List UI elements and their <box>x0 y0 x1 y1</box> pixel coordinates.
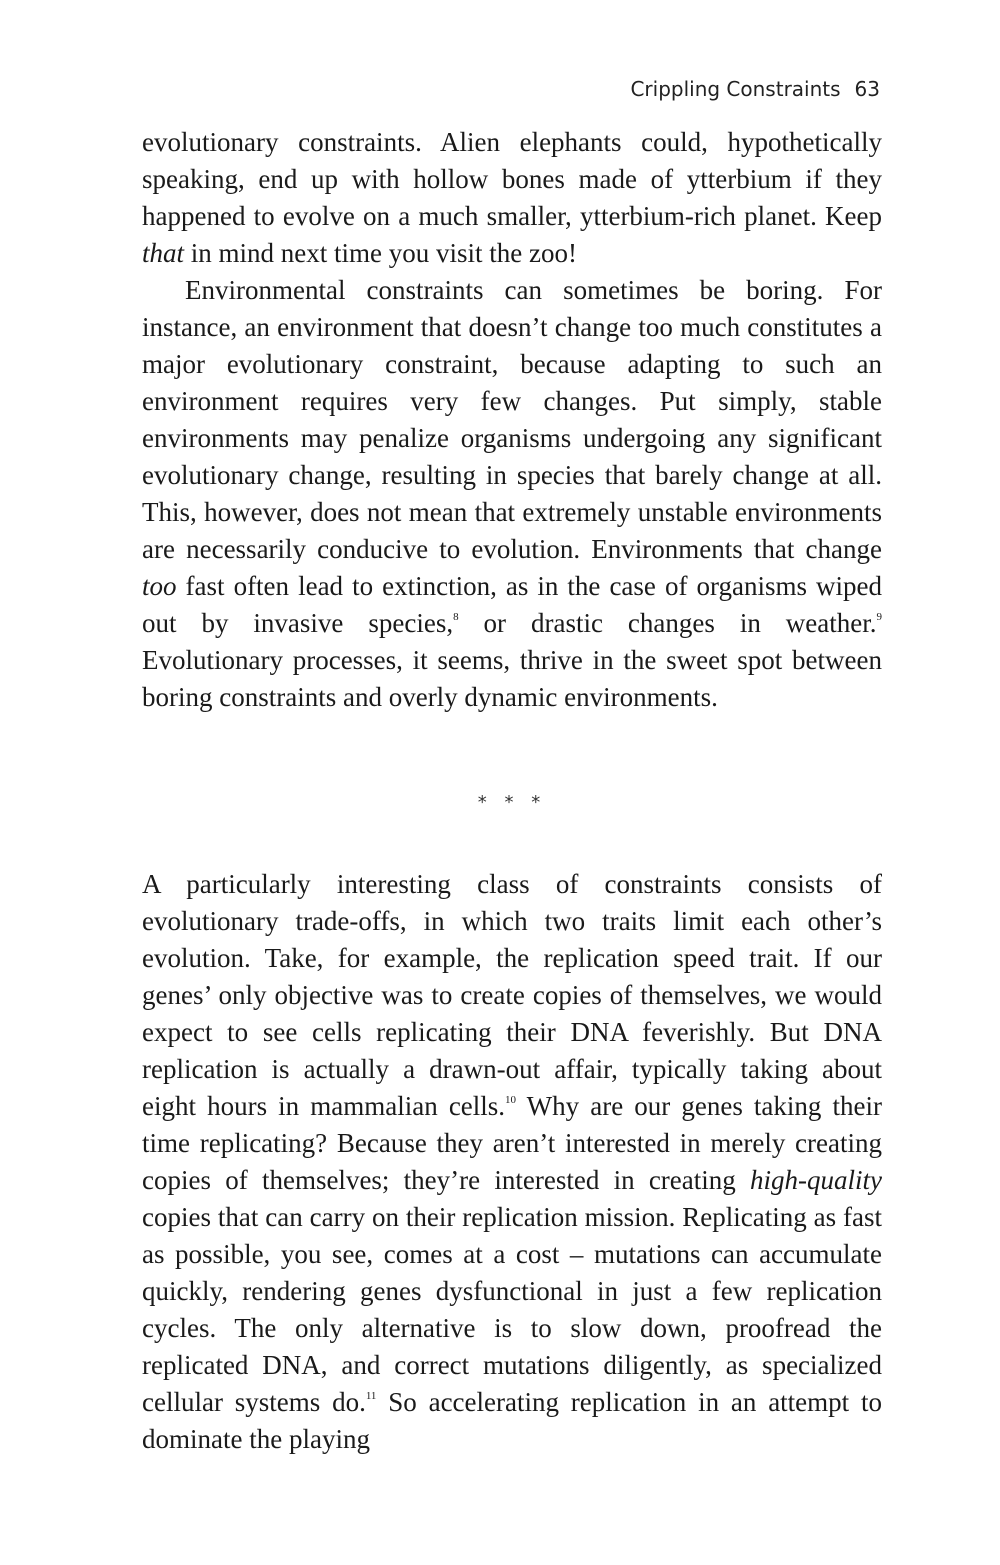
page-number: 63 <box>854 77 880 101</box>
para1-emphasis: that <box>142 238 185 268</box>
para2-text-a: Environmental constraints can sometimes be boring. For instance, an environment that doesn’t change too much constitutes a major evolutionary constraint, because adapting to such an environment requires very few changes. Put simply, stable environments may penalize organisms undergoing any significant evolutionary change, resulting in species that barely change at all. This, however, does not mean that extremely unstable environments are necessarily conducive to evolution. Environments that change <box>142 275 882 564</box>
para3-text-a: A particularly interesting class of constraints consists of evolutionary trade-offs, in which two traits limit each other’s evolution. Take, for example, the replication speed trait. If our genes’ only objective was to create copies of themselves, we would expect to see cells replicating their DNA feverishly. But DNA replication is actually a drawn-out affair, typically taking about eight hours in mammalian cells. <box>142 869 882 1121</box>
para3-text-d: So accelerating replication in an attempt to dominate the playing <box>142 1387 882 1454</box>
para2-text-d: Evolutionary processes, it seems, thrive in the sweet spot between boring constraints and overly dynamic environments. <box>142 645 882 712</box>
paragraph-continued <box>142 124 882 272</box>
footnote-ref-9: 9 <box>876 611 882 623</box>
section-break: * * * <box>477 792 547 813</box>
body-text-top <box>142 124 882 716</box>
footnote-ref-8: 8 <box>453 611 459 623</box>
para3-text-c: copies that can carry on their replication mission. Replicating as fast as possible, you see, comes at a cost – mutations can accumulate quickly, rendering genes dysfunctional in just a few replication cycles. The only alternative is to slow down, proofread the replicated DNA, and correct mutations diligently, as specialized cellular systems do. <box>142 1202 882 1417</box>
para3-text-b: Why are our genes taking their time replicating? Because they aren’t interested in merely creating copies of themselves; they’re interested in creating <box>142 1091 882 1195</box>
footnote-ref-10: 10 <box>505 1094 517 1106</box>
para1-text: evolutionary constraints. Alien elephants could, hypothetically speaking, end up with hollow bones made of ytterbium if they happened to evolve on a much smaller, ytterbium-rich planet. Keep <box>142 127 882 231</box>
paragraph-trade-offs <box>142 866 882 1458</box>
para2-emphasis: too <box>142 571 177 601</box>
para3-emphasis: high-quality <box>750 1165 882 1195</box>
para2-text-c: or drastic changes in weather. <box>458 608 877 638</box>
para1-tail: in mind next time you visit the zoo! <box>184 238 577 268</box>
paragraph-environmental <box>142 272 882 716</box>
footnote-ref-11: 11 <box>365 1390 377 1402</box>
para2-text-b: fast often lead to extinction, as in the case of organisms wiped out by invasive species, <box>142 571 882 638</box>
running-title: Crippling Constraints <box>630 77 841 101</box>
running-head <box>630 76 880 102</box>
body-text-bottom <box>142 866 882 1458</box>
